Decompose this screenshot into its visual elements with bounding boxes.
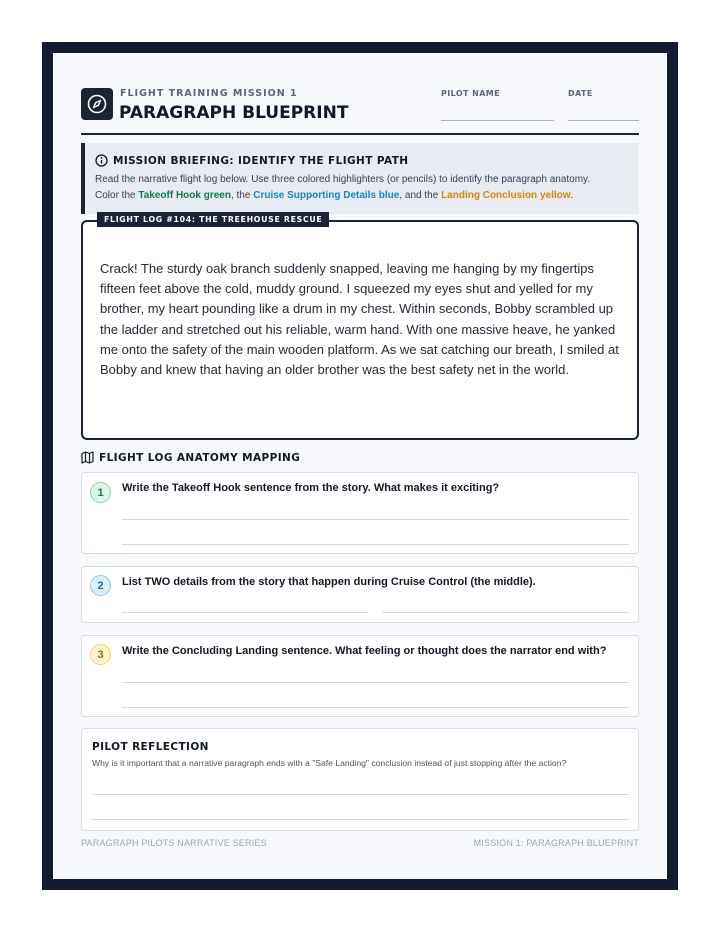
answer-line[interactable] — [122, 707, 629, 708]
answer-line[interactable] — [122, 612, 368, 613]
pilot-name-label: PILOT NAME — [441, 89, 501, 98]
briefing-title: MISSION BRIEFING: IDENTIFY THE FLIGHT PATH — [113, 154, 409, 167]
answer-line[interactable] — [382, 612, 629, 613]
question-text: Write the Concluding Landing sentence. What feeling or thought does the narrator end with? — [122, 645, 607, 657]
answer-line[interactable] — [122, 544, 629, 545]
pilot-name-field[interactable] — [441, 120, 554, 121]
footer-mission: MISSION 1: PARAGRAPH BLUEPRINT — [473, 838, 639, 848]
mapping-title: FLIGHT LOG ANATOMY MAPPING — [99, 451, 301, 464]
answer-line[interactable] — [92, 819, 629, 820]
page-title: PARAGRAPH BLUEPRINT — [119, 103, 349, 123]
yellow-highlight-label: Landing Conclusion yellow — [441, 189, 571, 201]
reflection-title: PILOT REFLECTION — [92, 741, 209, 753]
briefing-text-part: , the — [230, 189, 254, 201]
answer-line[interactable] — [122, 682, 629, 683]
briefing-text-part: Color the — [95, 189, 139, 201]
answer-line[interactable] — [122, 519, 629, 520]
answer-line[interactable] — [92, 794, 629, 795]
briefing-text-part: , and the — [399, 189, 442, 201]
briefing-heading — [95, 154, 408, 167]
green-highlight-label: Takeoff Hook green — [138, 189, 231, 201]
question-text: Write the Takeoff Hook sentence from the story. What makes it exciting? — [122, 482, 500, 494]
question-number-badge: 3 — [90, 644, 111, 665]
date-field[interactable] — [568, 120, 639, 121]
briefing-line: Read the narrative flight log below. Use three colored highlighters (or pencils) to identify the paragraph anatomy. — [95, 174, 591, 185]
flight-log-tag: FLIGHT LOG #104: THE TREEHOUSE RESCUE — [97, 212, 329, 227]
map-icon — [81, 451, 94, 464]
mapping-heading — [81, 451, 300, 464]
info-icon — [95, 154, 108, 167]
footer-series: PARAGRAPH PILOTS NARRATIVE SERIES — [81, 838, 267, 848]
question-number-badge: 2 — [90, 575, 111, 596]
compass-icon — [81, 88, 113, 120]
reflection-prompt: Why is it important that a narrative paragraph ends with a "Safe Landing" conclusion instead of just stopping after the action? — [92, 758, 567, 768]
story-paragraph: Crack! The sturdy oak branch suddenly snapped, leaving me hanging by my fingertips fifteen feet above the cold, muddy ground. I squeezed my eyes shut and yelled for my brother, my heart pounding like a drum in my chest. Within seconds, Bobby scrambled up the ladder and stretched out his reliable, warm hand. With one massive heave, he yanked me onto the safety of the main wooden platform. As we sat catching our breath, I smiled at Bobby and knew that having an older brother was the best safety net in the world. — [100, 261, 619, 378]
briefing-instructions — [95, 172, 629, 203]
header-divider — [81, 133, 639, 135]
date-label: DATE — [568, 89, 593, 98]
question-text: List TWO details from the story that happen during Cruise Control (the middle). — [122, 576, 536, 588]
blue-highlight-label: Cruise Supporting Details blue — [253, 189, 400, 201]
question-card-2 — [81, 566, 639, 623]
mission-kicker: FLIGHT TRAINING MISSION 1 — [120, 88, 298, 99]
briefing-text-part: . — [570, 189, 574, 201]
question-number-badge: 1 — [90, 482, 111, 503]
